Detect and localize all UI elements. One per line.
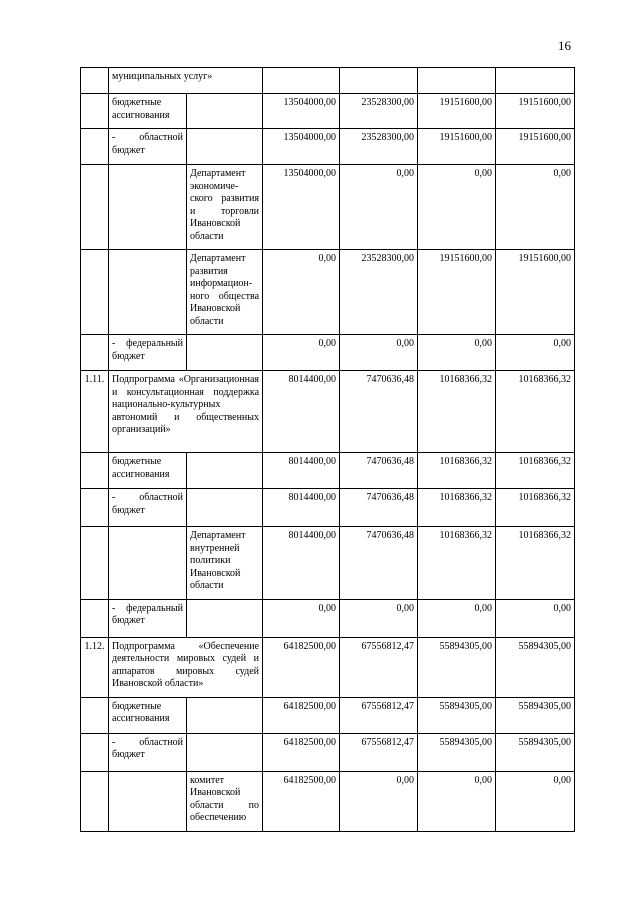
amount-year-2: 67556812,47: [340, 733, 418, 771]
amount-year-1: 64182500,00: [263, 733, 340, 771]
table-row: [81, 68, 575, 94]
amount-year-3: 19151600,00: [418, 94, 496, 129]
amount-year-3: 19151600,00: [418, 129, 496, 165]
amount-year-2: 23528300,00: [340, 250, 418, 335]
amount-year-2: 7470636,48: [340, 453, 418, 489]
amount-year-1: 13504000,00: [263, 165, 340, 250]
amount-year-1: 0,00: [263, 335, 340, 371]
row-description: бюджетные ассигнования: [109, 453, 187, 489]
amount-year-1: 8014400,00: [263, 489, 340, 527]
amount-year-2: 67556812,47: [340, 637, 418, 697]
amount-year-2: 7470636,48: [340, 489, 418, 527]
row-number: [81, 165, 109, 250]
amount-year-2: 0,00: [340, 165, 418, 250]
amount-year-3: 0,00: [418, 599, 496, 637]
amount-year-3: 10168366,32: [418, 371, 496, 453]
amount-year-2: 23528300,00: [340, 129, 418, 165]
table-row: [81, 94, 575, 129]
table-row: [81, 335, 575, 371]
row-number: [81, 129, 109, 165]
row-description: - областной бюджет: [109, 733, 187, 771]
amount-year-4: 10168366,32: [496, 527, 575, 600]
row-number: 1.11.: [81, 371, 109, 453]
amount-year-3: 19151600,00: [418, 250, 496, 335]
amount-year-1: 64182500,00: [263, 771, 340, 831]
amount-year-1: 64182500,00: [263, 637, 340, 697]
row-number: [81, 335, 109, 371]
row-department: Департамент внутренней политики Ивановской области: [187, 527, 263, 600]
amount-year-1: 0,00: [263, 250, 340, 335]
amount-year-4: 10168366,32: [496, 489, 575, 527]
table-row: [81, 637, 575, 697]
amount-year-2: 0,00: [340, 335, 418, 371]
row-number: [81, 94, 109, 129]
table-row: [81, 697, 575, 733]
amount-year-4: 0,00: [496, 165, 575, 250]
table-row: [81, 733, 575, 771]
table-row: [81, 599, 575, 637]
row-description: Подпрограмма «Организационная и консультационная поддержка национально-культурных автономий и общественных организаций»: [109, 371, 263, 453]
amount-year-3: 55894305,00: [418, 697, 496, 733]
row-description: бюджетные ассигнования: [109, 697, 187, 733]
amount-year-2: 0,00: [340, 771, 418, 831]
row-number: 1.12.: [81, 637, 109, 697]
table-row: [81, 250, 575, 335]
amount-year-1: 64182500,00: [263, 697, 340, 733]
row-department: [187, 453, 263, 489]
amount-year-3: 10168366,32: [418, 453, 496, 489]
row-description: [109, 771, 187, 831]
row-number: [81, 733, 109, 771]
amount-year-2: 7470636,48: [340, 371, 418, 453]
page-number: 16: [558, 38, 571, 53]
amount-year-1: 0,00: [263, 599, 340, 637]
budget-table: [80, 67, 575, 832]
amount-year-4: 55894305,00: [496, 637, 575, 697]
row-number: [81, 771, 109, 831]
amount-year-1: 8014400,00: [263, 453, 340, 489]
table-row: [81, 527, 575, 600]
row-description: муниципальных услуг»: [109, 68, 263, 94]
row-description: Подпрограмма «Обеспечение деятельности мировых судей и аппаратов мировых судей Ивановской области»: [109, 637, 263, 697]
amount-year-4: 55894305,00: [496, 733, 575, 771]
row-department: [187, 697, 263, 733]
row-department: [187, 335, 263, 371]
amount-year-4: 55894305,00: [496, 697, 575, 733]
row-department: [187, 94, 263, 129]
row-department: Департамент развития информацион-ного общества Ивановской области: [187, 250, 263, 335]
amount-year-3: 10168366,32: [418, 489, 496, 527]
table-row: [81, 453, 575, 489]
row-description: [109, 527, 187, 600]
amount-year-2: 67556812,47: [340, 697, 418, 733]
table-row: [81, 165, 575, 250]
row-department: Департамент экономиче-ского развития и торговли Ивановской области: [187, 165, 263, 250]
amount-year-3: 0,00: [418, 771, 496, 831]
amount-year-3: [418, 68, 496, 94]
amount-year-4: 19151600,00: [496, 129, 575, 165]
amount-year-4: [496, 68, 575, 94]
amount-year-2: 23528300,00: [340, 94, 418, 129]
row-description: - федеральный бюджет: [109, 599, 187, 637]
amount-year-1: 8014400,00: [263, 527, 340, 600]
amount-year-4: 0,00: [496, 335, 575, 371]
amount-year-3: 55894305,00: [418, 637, 496, 697]
row-description: бюджетные ассигнования: [109, 94, 187, 129]
row-department: [187, 733, 263, 771]
amount-year-1: [263, 68, 340, 94]
row-number: [81, 527, 109, 600]
amount-year-3: 0,00: [418, 335, 496, 371]
row-description: - областной бюджет: [109, 129, 187, 165]
row-description: [109, 250, 187, 335]
row-number: [81, 697, 109, 733]
amount-year-4: 0,00: [496, 771, 575, 831]
row-number: [81, 489, 109, 527]
table-row: [81, 771, 575, 831]
amount-year-3: 0,00: [418, 165, 496, 250]
row-description: - федеральный бюджет: [109, 335, 187, 371]
row-number: [81, 68, 109, 94]
row-department: [187, 489, 263, 527]
row-description: [109, 165, 187, 250]
amount-year-4: 10168366,32: [496, 371, 575, 453]
amount-year-4: 19151600,00: [496, 94, 575, 129]
row-number: [81, 453, 109, 489]
row-department: [187, 599, 263, 637]
row-department: [187, 129, 263, 165]
amount-year-3: 10168366,32: [418, 527, 496, 600]
amount-year-2: 0,00: [340, 599, 418, 637]
amount-year-2: [340, 68, 418, 94]
row-description: - областной бюджет: [109, 489, 187, 527]
row-department: комитет Ивановской области по обеспечению: [187, 771, 263, 831]
amount-year-2: 7470636,48: [340, 527, 418, 600]
amount-year-1: 13504000,00: [263, 94, 340, 129]
table-row: [81, 489, 575, 527]
amount-year-4: 0,00: [496, 599, 575, 637]
table-row: [81, 129, 575, 165]
amount-year-1: 13504000,00: [263, 129, 340, 165]
amount-year-3: 55894305,00: [418, 733, 496, 771]
row-number: [81, 250, 109, 335]
amount-year-1: 8014400,00: [263, 371, 340, 453]
table-row: [81, 371, 575, 453]
row-number: [81, 599, 109, 637]
amount-year-4: 10168366,32: [496, 453, 575, 489]
amount-year-4: 19151600,00: [496, 250, 575, 335]
